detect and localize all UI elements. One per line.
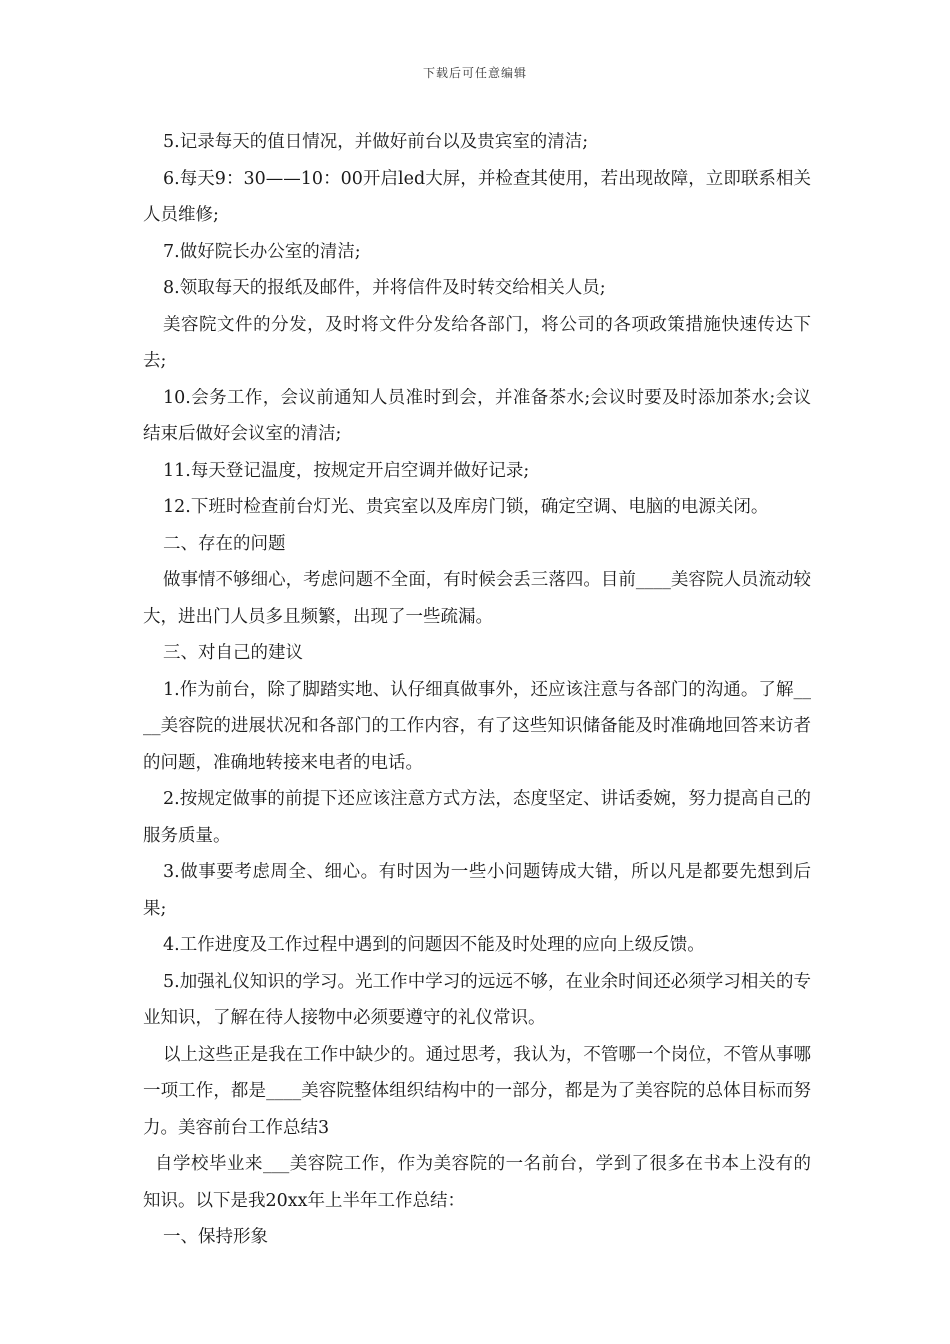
paragraph-duty-12: 12.下班时检查前台灯光、贵宾室以及库房门锁，确定空调、电脑的电源关闭。 xyxy=(163,497,769,517)
section-heading-suggestions: 三、对自己的建议 xyxy=(163,643,303,663)
paragraph-problems: 做事情不够细心，考虑问题不全面，有时候会丢三落四。目前____美容院人员流动较大，进出门人员多且频繁，出现了一些疏漏。 xyxy=(143,570,811,627)
paragraph-duty-11: 11.每天登记温度，按规定开启空调并做好记录; xyxy=(163,460,530,481)
section-heading-image: 一、保持形象 xyxy=(163,1227,268,1247)
paragraph-suggestion-2: 2.按规定做事的前提下还应该注意方式方法，态度坚定、讲话委婉，努力提高自己的服务质量。 xyxy=(143,789,811,846)
paragraph-duty-7: 7.做好院长办公室的清洁; xyxy=(163,241,361,262)
paragraph-duty-8: 8.领取每天的报纸及邮件，并将信件及时转交给相关人员; xyxy=(163,278,606,298)
paragraph-suggestion-4: 4.工作进度及工作过程中遇到的问题因不能及时处理的应向上级反馈。 xyxy=(163,935,705,955)
paragraph-conclusion: 以上这些正是我在工作中缺少的。通过思考，我认为，不管哪一个岗位，不管从事哪一项工作，都是____美容院整体组织结构中的一部分，都是为了美容院的总体目标而努力。美容前台工作总结3 xyxy=(143,1044,811,1138)
paragraph-duty-5: 5.记录每天的值日情况，并做好前台以及贵宾室的清洁; xyxy=(163,132,589,152)
paragraph-suggestion-1: 1.作为前台，除了脚踏实地、认仔细真做事外，还应该注意与各部门的沟通。了解____美容院的进展状况和各部门的工作内容，有了这些知识储备能及时准确地回答来访者的问题，准确地转接来电者的电话。 xyxy=(143,679,811,773)
paragraph-duty-10: 10.会务工作，会议前通知人员准时到会，并准备茶水;会议时要及时添加茶水;会议结束后做好会议室的清洁; xyxy=(143,387,811,444)
section-heading-problems: 二、存在的问题 xyxy=(163,533,286,554)
paragraph-duty-6: 6.每天9：30——10：00开启led大屏，并检查其使用，若出现故障，立即联系相关人员维修; xyxy=(143,168,811,225)
paragraph-summary-3-intro: 自学校毕业来___美容院工作，作为美容院的一名前台，学到了很多在书本上没有的知识。以下是我20xx年上半年工作总结： xyxy=(143,1154,811,1211)
page-header: 下载后可任意编辑 xyxy=(422,66,527,80)
paragraph-suggestion-5: 5.加强礼仪知识的学习。光工作中学习的远远不够，在业余时间还必须学习相关的专业知识，了解在待人接物中必须要遵守的礼仪常识。 xyxy=(143,971,811,1028)
document-body xyxy=(143,124,811,1256)
paragraph-suggestion-3: 3.做事要考虑周全、细心。有时因为一些小问题铸成大错，所以凡是都要先想到后果; xyxy=(143,862,811,919)
paragraph-duty-9: 美容院文件的分发，及时将文件分发给各部门，将公司的各项政策措施快速传达下去; xyxy=(143,314,811,371)
